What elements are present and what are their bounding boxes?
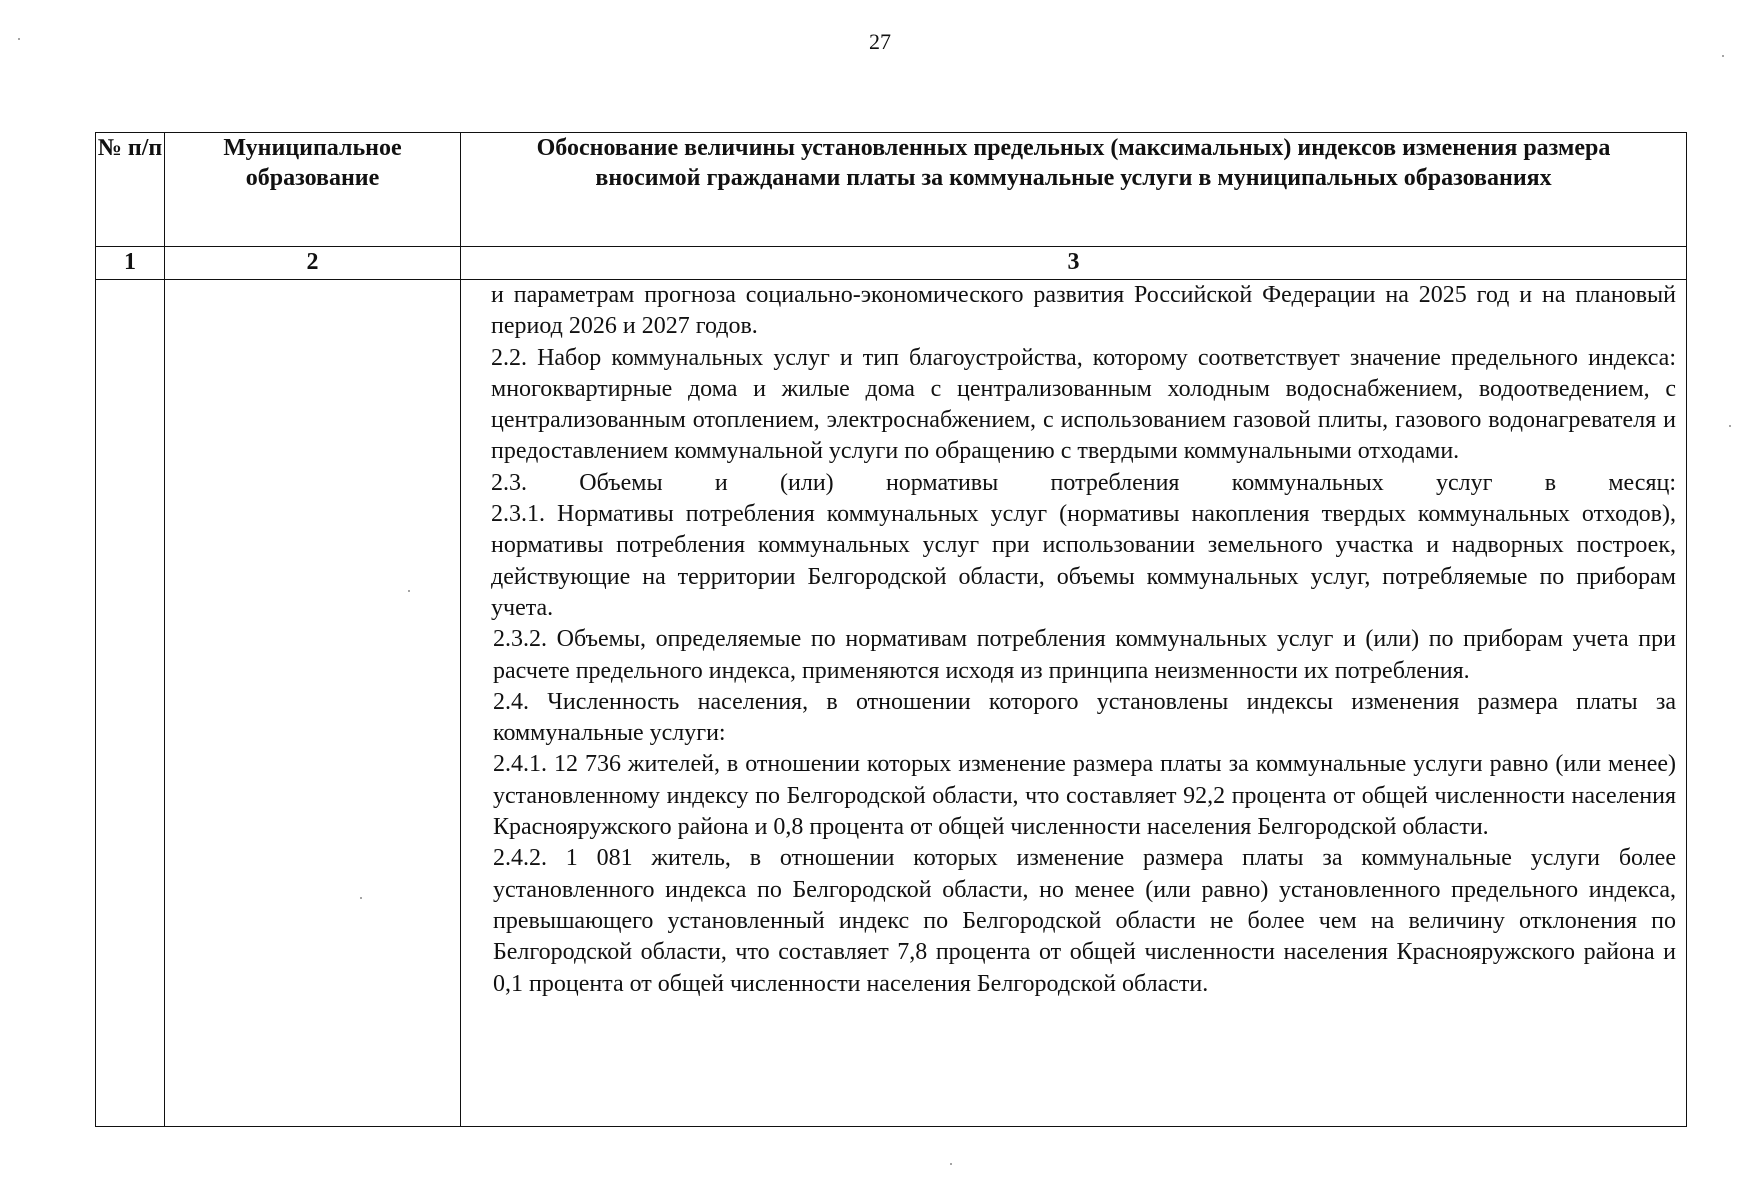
paragraph-2-4-1: 2.4.1. 12 736 жителей, в отношении которых изменение размера платы за коммунальные услуги равно (или менее) установленному индексу по Белгородской области, что составляет 92,2 процента от общей численности населения Краснояружского района и 0,8 процента от общей численности населения Белгородской области.	[493, 751, 1676, 841]
scan-speck	[950, 1163, 952, 1165]
row-justification-cell	[461, 280, 1687, 1127]
header-justification: Обоснование величины установленных предельных (максимальных) индексов изменения размера вносимой гражданами платы за коммунальные услуги в муниципальных образованиях	[461, 133, 1687, 247]
paragraph-2-2: 2.2. Набор коммунальных услуг и тип благоустройства, которому соответствует значение предельного индекса: многоквартирные дома и жилые дома с централизованным холодным водоснабжением, водоотведением, с централизованным отоплением, электроснабжением, с использованием газовой плиты, газового водонагревателя и предоставлением коммунальной услуги по обращению с твердыми коммунальными отходами.	[491, 344, 1676, 465]
table-row	[96, 280, 1687, 1127]
scan-speck	[360, 897, 362, 899]
scan-speck	[1729, 425, 1731, 427]
scan-speck	[408, 590, 410, 592]
paragraph-2-4-2: 2.4.2. 1 081 житель, в отношении которых изменение размера платы за коммунальные услуги более установленного индекса по Белгородской области, но менее (или равно) установленного предельного индекса, превышающего установленный индекс по Белгородской области не более чем на величину отклонения по Белгородской области, что составляет 7,8 процента от общей численности населения Краснояружского района и 0,1 процента от общей численности населения Белгородской области.	[493, 845, 1676, 997]
page-number: 27	[869, 29, 891, 54]
paragraph-2-3-1: 2.3.1. Нормативы потребления коммунальных услуг (нормативы накопления твердых коммунальных отходов), нормативы потребления коммунальных услуг при использовании земельного участка и надворных построек, действующие на территории Белгородской области, объемы коммунальных услуг, потребляемые по приборам учета.	[491, 501, 1676, 621]
column-numbers-row	[96, 247, 1687, 280]
column-number-2: 2	[165, 247, 461, 280]
paragraph-2-3-2: 2.3.2. Объемы, определяемые по нормативам потребления коммунальных услуг и (или) по приборам учета при расчете предельного индекса, применяются исходя из принципа неизменности их потребления.	[493, 626, 1676, 684]
paragraph-2-4: 2.4. Численность населения, в отношении которого установлены индексы изменения размера платы за коммунальные услуги:	[493, 688, 1676, 747]
scan-speck	[1722, 55, 1724, 57]
paragraph-2-3: 2.3. Объемы и (или) нормативы потребления коммунальных услуг в месяц:	[491, 469, 1676, 496]
justification-table	[95, 132, 1687, 1127]
row-municipality-cell	[165, 280, 461, 1127]
column-number-1: 1	[96, 247, 165, 280]
row-number-cell	[96, 280, 165, 1127]
column-number-3: 3	[461, 247, 1687, 280]
scan-speck	[18, 38, 20, 40]
header-municipality: Муниципальное образование	[165, 133, 461, 247]
table-header-row	[96, 133, 1687, 247]
paragraph-continuation: и параметрам прогноза социально-экономического развития Российской Федерации на 2025 год и на плановый период 2026 и 2027 годов.	[491, 282, 1676, 340]
header-number: № п/п	[96, 133, 165, 247]
